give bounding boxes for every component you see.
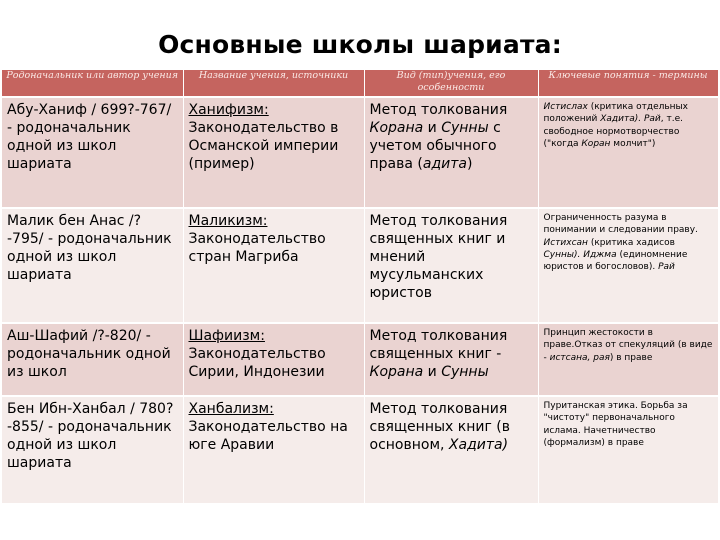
school-cell (183, 97, 364, 208)
school-name: Шафиизм: (188, 328, 265, 344)
type-text: и (423, 120, 442, 136)
header-key-terms: Ключевые понятия - термины (538, 70, 718, 97)
author-cell: Аш-Шафий /?-820/ - родоначальник одной из школ (2, 323, 183, 396)
terms-plain: (единомнение юристов и богословов). (543, 249, 688, 273)
header-school-name: Название учения, источники (183, 70, 364, 97)
type-emphasis: Корана (369, 364, 424, 380)
terms-text (544, 212, 713, 273)
type-emphasis: Сунны (441, 120, 489, 136)
terms-plain: , т.е. свободное нормотворчество ("когда (543, 114, 684, 149)
type-emphasis: Корана (369, 120, 424, 136)
terms-emphasis: истсана, рая (549, 352, 610, 363)
terms-text (544, 101, 713, 150)
terms-plain: Ограниченность разума в понимании и следовании праву. (543, 213, 698, 236)
school-description: Законодательство в Османской империи (пример) (188, 120, 339, 172)
type-text: с учетом обычного права ( (369, 120, 501, 172)
school-name: Ханифизм: (188, 102, 269, 118)
type-emphasis: адита (422, 156, 467, 172)
terms-cell (538, 323, 718, 396)
type-text: Метод толкования (369, 102, 508, 118)
school-cell (183, 323, 364, 396)
terms-emphasis: Коран (581, 138, 611, 149)
terms-plain: Принцип жестокости в праве.Отказ от спекуляций (в виде - (543, 328, 713, 363)
school-name: Маликизм: (188, 213, 268, 229)
author-cell: Абу-Ханиф / 699?-767/ - родоначальник одной из школ шариата (2, 97, 183, 208)
school-description: Законодательство на юге Аравии (188, 419, 348, 453)
school-description: Законодательство Сирии, Индонезии (188, 346, 326, 380)
header-school-type: Вид (тип)учения, его особенности (364, 70, 538, 97)
type-text: ) (466, 156, 473, 172)
type-cell (364, 396, 538, 503)
header-author: Родоначальник или автор учения (2, 70, 183, 97)
sharia-schools-table (2, 70, 719, 503)
type-text: Метод толкования священных книг (в основном, (369, 401, 510, 453)
school-cell (183, 396, 364, 503)
table-header-row (2, 70, 718, 97)
terms-cell (538, 97, 718, 208)
school-description: Законодательство стран Магриба (188, 231, 326, 265)
school-name: Ханбализм: (188, 401, 274, 417)
table-row (2, 97, 718, 208)
terms-cell (538, 208, 718, 323)
terms-emphasis: Истислах (543, 102, 588, 112)
type-cell (364, 323, 538, 396)
terms-emphasis: Сунны). Иджма (543, 249, 617, 260)
terms-emphasis: Истихсан (543, 237, 588, 248)
terms-plain: (критика отдельных положений (543, 102, 688, 125)
table-row (2, 396, 718, 503)
type-text: и (423, 364, 442, 380)
page-title: Основные школы шариата: (158, 30, 562, 59)
type-text: Метод толкования священных книг - (369, 328, 508, 362)
school-cell (183, 208, 364, 323)
table-row (2, 323, 718, 396)
terms-text (544, 327, 713, 364)
terms-plain: молчит") (610, 138, 656, 149)
type-emphasis: Хадита) (448, 437, 509, 453)
terms-emphasis: Хадита). Рай (600, 114, 661, 125)
type-cell (364, 97, 538, 208)
type-cell: Метод толкования священных книг и мнений мусульманских юристов (364, 208, 538, 323)
terms-text: Пуританская этика. Борьба за "чистоту" первоначального ислама. Начетничество (формализм) в праве (543, 401, 688, 448)
type-emphasis: Сунны (441, 364, 489, 380)
terms-plain: ) в праве (609, 352, 653, 363)
terms-emphasis: Рай (658, 262, 675, 273)
terms-cell (538, 396, 718, 503)
author-cell: Малик бен Анас /?-795/ - родоначальник одной из школ шариата (2, 208, 183, 323)
author-cell: Бен Ибн-Ханбал / 780?-855/ - родоначальник одной из школ шариата (2, 396, 183, 503)
terms-plain: (критика хадисов (587, 237, 675, 248)
table-row (2, 208, 718, 323)
